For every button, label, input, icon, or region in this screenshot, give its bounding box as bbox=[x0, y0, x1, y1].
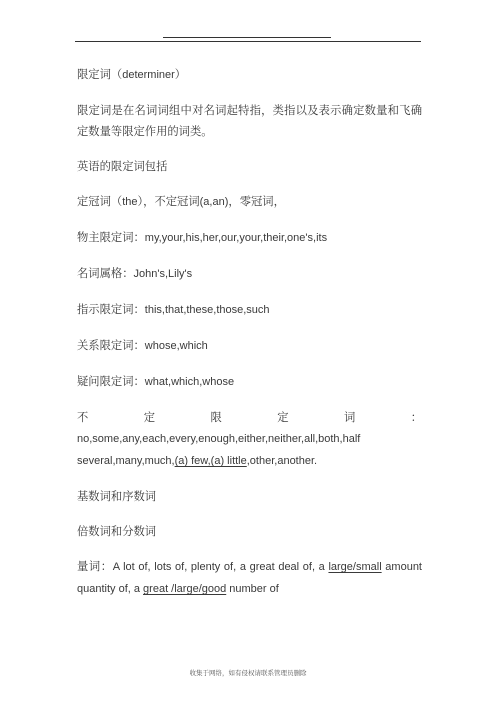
title-line bbox=[77, 64, 422, 86]
articles-def-label: 定冠词（ bbox=[77, 195, 123, 208]
title-close: ） bbox=[174, 68, 187, 81]
possessive-label: 物主限定词： bbox=[77, 231, 145, 244]
document-body bbox=[77, 64, 422, 614]
articles-line bbox=[77, 191, 422, 213]
page-footer: 收集于网络，如有侵权请联系管理员删除 bbox=[189, 669, 307, 677]
possessive-words: my,your,his,her,our,your,their,one's,its bbox=[144, 232, 328, 244]
relative-words: whose,which bbox=[144, 340, 208, 352]
genitive-line bbox=[77, 263, 422, 285]
title-en: determiner bbox=[122, 69, 175, 81]
indefinite-words-a: no,some,any,each,every,enough,either,neither,all,both,half several,many,much, bbox=[77, 433, 361, 467]
quantifiers-underlined-1: large/small bbox=[328, 561, 382, 573]
demonstrative-line bbox=[77, 299, 422, 321]
definition-paragraph: 限定词是在名词词组中对名词起特指，类指以及表示确定数量和飞确定数量等限定作用的词类。 bbox=[77, 104, 422, 138]
title-zh: 限定词（ bbox=[77, 68, 123, 81]
cardinal-ordinal-line: 基数词和序数词 bbox=[77, 490, 157, 503]
interrogative-line bbox=[77, 371, 422, 393]
quantifiers-text-c: number of bbox=[226, 583, 279, 595]
articles-def-close: ），不定冠词 bbox=[137, 195, 200, 208]
quantifiers-text-a: A lot of, lots of, plenty of, a great deal of, a bbox=[112, 561, 329, 573]
relative-label: 关系限定词： bbox=[77, 339, 145, 352]
articles-zero: ，零冠词， bbox=[228, 195, 285, 208]
possessive-line bbox=[77, 227, 422, 249]
multiplicative-fraction-line: 倍数词和分数词 bbox=[77, 525, 157, 538]
relative-line bbox=[77, 335, 422, 357]
genitive-label: 名词属格： bbox=[77, 267, 134, 280]
quantifiers-label: 量词： bbox=[77, 560, 113, 573]
demonstrative-words: this,that,these,those,such bbox=[144, 304, 270, 316]
indefinite-words-underlined: (a) few,(a) little bbox=[174, 455, 247, 467]
articles-indef-words: (a,an) bbox=[199, 196, 229, 208]
quantifiers-underlined-2: great /large/good bbox=[143, 583, 227, 595]
quantifiers-paragraph bbox=[77, 556, 422, 600]
intro-line: 英语的限定词包括 bbox=[77, 160, 168, 173]
genitive-words: John's,Lily's bbox=[133, 268, 193, 280]
quantifiers-text-b: amount quantity of, a bbox=[77, 561, 422, 595]
indefinite-label: 不定限定词： bbox=[77, 411, 422, 424]
interrogative-words: what,which,whose bbox=[144, 376, 235, 388]
interrogative-label: 疑问限定词： bbox=[77, 375, 145, 388]
header-rule-short bbox=[163, 37, 331, 38]
indefinite-paragraph bbox=[77, 407, 422, 472]
indefinite-words-b: ,other,another. bbox=[246, 455, 318, 467]
header-rule-long bbox=[75, 41, 421, 42]
demonstrative-label: 指示限定词： bbox=[77, 303, 145, 316]
articles-def-word: the bbox=[122, 196, 138, 208]
